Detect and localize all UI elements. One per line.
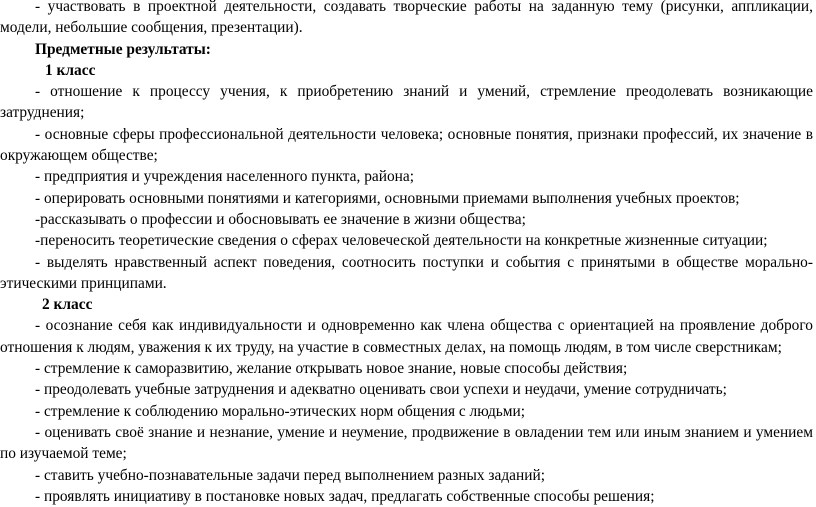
grade-2-item: - осознание себя как индивидуальности и одновременно как члена общества с ориентацией на проявление доброго отношения к людям, уважения к их труду, на участие в совместных делах, на помощь людям, в том числе сверстникам;	[0, 317, 813, 356]
grade-1-item: -рассказывать о профессии и обосновывать ее значение в жизни общества;	[35, 210, 526, 228]
grade-2-item: - ставить учебно-познавательные задачи перед выполнением разных заданий;	[35, 466, 545, 484]
grade-2-item: - стремление к саморазвитию, желание открывать новое знание, новые способы действия;	[35, 360, 628, 378]
grade-1-item: - оперировать основными понятиями и категориями, основными приемами выполнения учебных проектов;	[35, 189, 740, 207]
grade-1-item: - предприятия и учреждения населенного пункта, района;	[35, 168, 414, 186]
grade-2-item: - проявлять инициативу в постановке новых задач, предлагать собственные способы решения;	[35, 487, 655, 505]
intro-paragraph: - участвовать в проектной деятельности, создавать творческие работы на заданную тему (рисунки, аппликации, модели, небольшие сообщения, презентации).	[0, 0, 813, 37]
grade-1-heading: 1 класс	[45, 61, 96, 79]
grade-2-item: - оценивать своё знание и незнание, умение и неумение, продвижение в овладении тем или иным знанием и умением по изучаемой теме;	[0, 423, 813, 463]
grade-2-item: - стремление к соблюдению морально-этических норм общения с людьми;	[35, 402, 526, 420]
grade-1-item: -переносить теоретические сведения о сферах человеческой деятельности на конкретные жизненные ситуации;	[35, 232, 768, 250]
grade-1-item: - отношение к процессу учения, к приобретению знаний и умений, стремление преодолевать возникающие затруднения;	[0, 83, 813, 122]
grade-2-item: - преодолевать учебные затруднения и адекватно оценивать свои успехи и неудачи, умение сотрудничать;	[35, 381, 727, 399]
grade-2-heading: 2 класс	[42, 296, 93, 314]
grade-1-item: - выделять нравственный аспект поведения, соотносить поступки и события с принятыми в обществе морально-этическими принципами.	[0, 253, 813, 292]
section-title: Предметные результаты:	[35, 40, 211, 58]
grade-1-item: - основные сферы профессиональной деятельности человека; основные понятия, признаки профессий, их значение в окружающем обществе;	[0, 125, 813, 165]
